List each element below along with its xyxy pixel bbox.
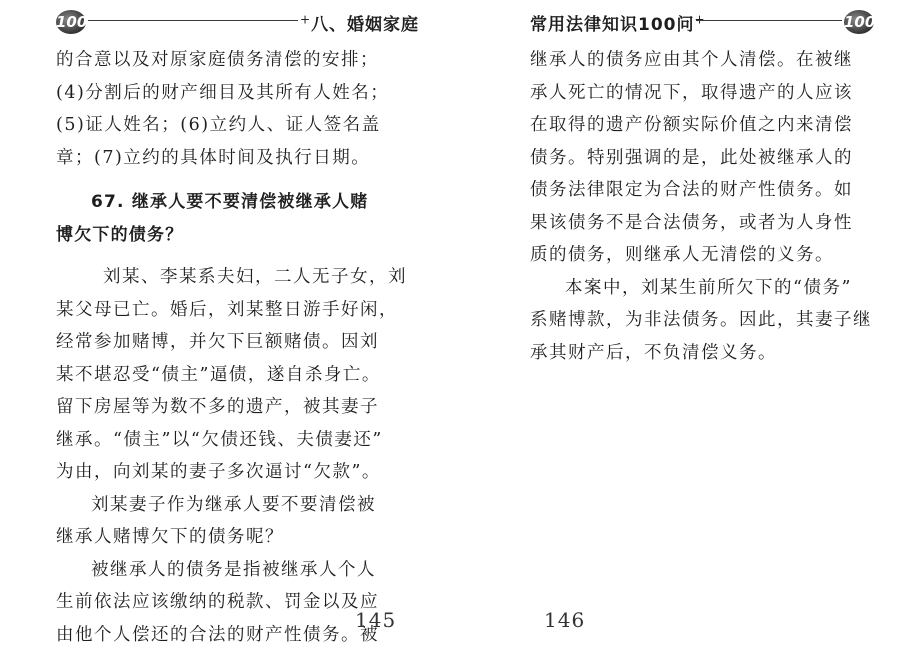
text-line: 系赌博款，为非法债务。因此，其妻子继 <box>530 304 890 337</box>
text-line: (5)证人姓名；(6)立约人、证人签名盖 <box>56 109 416 142</box>
right-page <box>462 0 924 640</box>
text-line: 承其财产后，不负清偿义务。 <box>530 337 890 370</box>
text-line: 被继承人的债务是指被继承人个人 <box>56 554 416 587</box>
right-body <box>530 44 890 369</box>
question-heading-line: 博欠下的债务？ <box>56 219 416 252</box>
text-line: 刘某妻子作为继承人要不要清偿被 <box>56 489 416 522</box>
header-rule <box>88 20 298 21</box>
text-line: 果该债务不是合法债务，或者为人身性 <box>530 207 890 240</box>
header-rule <box>696 20 842 21</box>
text-line: 某不堪忍受“债主”逼债，遂自杀身亡。 <box>56 359 416 392</box>
page-number: 145 <box>355 608 396 632</box>
text-line: 继承人赌博欠下的债务呢？ <box>56 521 416 554</box>
text-line: 继承人的债务应由其个人清偿。在被继 <box>530 44 890 77</box>
text-line: 经常参加赌博，并欠下巨额赌债。因刘 <box>56 326 416 359</box>
section-title <box>300 10 419 35</box>
book-title <box>530 10 706 35</box>
text-line: 债务。特别强调的是，此处被继承人的 <box>530 142 890 175</box>
text-line: 债务法律限定为合法的财产性债务。如 <box>530 174 890 207</box>
text-line: 的合意以及对原家庭债务清偿的安排； <box>56 44 416 77</box>
text-line: 继承。“债主”以“欠债还钱、夫债妻还” <box>56 424 416 457</box>
right-page-header <box>462 6 924 32</box>
book-title-text: 常用法律知识100问 <box>530 15 695 35</box>
logo-100-icon: 100 <box>56 10 86 34</box>
left-page-header <box>0 6 462 32</box>
text-line: 为由，向刘某的妻子多次逼讨“欠款”。 <box>56 456 416 489</box>
text-line: 在取得的遗产份额实际价值之内来清偿 <box>530 109 890 142</box>
section-title-text: 八、婚姻家庭 <box>311 15 419 35</box>
text-line: 某父母已亡。婚后，刘某整日游手好闲， <box>56 294 416 327</box>
plus-mark: + <box>300 12 311 26</box>
text-line: 本案中，刘某生前所欠下的“债务” <box>530 272 890 305</box>
text-line: 留下房屋等为数不多的遗产，被其妻子 <box>56 391 416 424</box>
page-number: 146 <box>544 608 585 632</box>
logo-100-icon: 100 <box>844 10 874 34</box>
text-line: 生前依法应该缴纳的税款、罚金以及应 <box>56 586 416 619</box>
text-line: (4)分割后的财产细目及其所有人姓名； <box>56 77 416 110</box>
left-body <box>56 44 416 651</box>
text-line: 承人死亡的情况下，取得遗产的人应该 <box>530 77 890 110</box>
text-line: 刘某、李某系夫妇，二人无子女，刘 <box>56 261 416 294</box>
text-line: 质的债务，则继承人无清偿的义务。 <box>530 239 890 272</box>
left-page <box>0 0 462 640</box>
question-heading-line: 67. 继承人要不要清偿被继承人赌 <box>56 186 416 219</box>
text-line: 章；(7)立约的具体时间及执行日期。 <box>56 142 416 175</box>
text-line: 由他个人偿还的合法的财产性债务。被 <box>56 619 416 651</box>
